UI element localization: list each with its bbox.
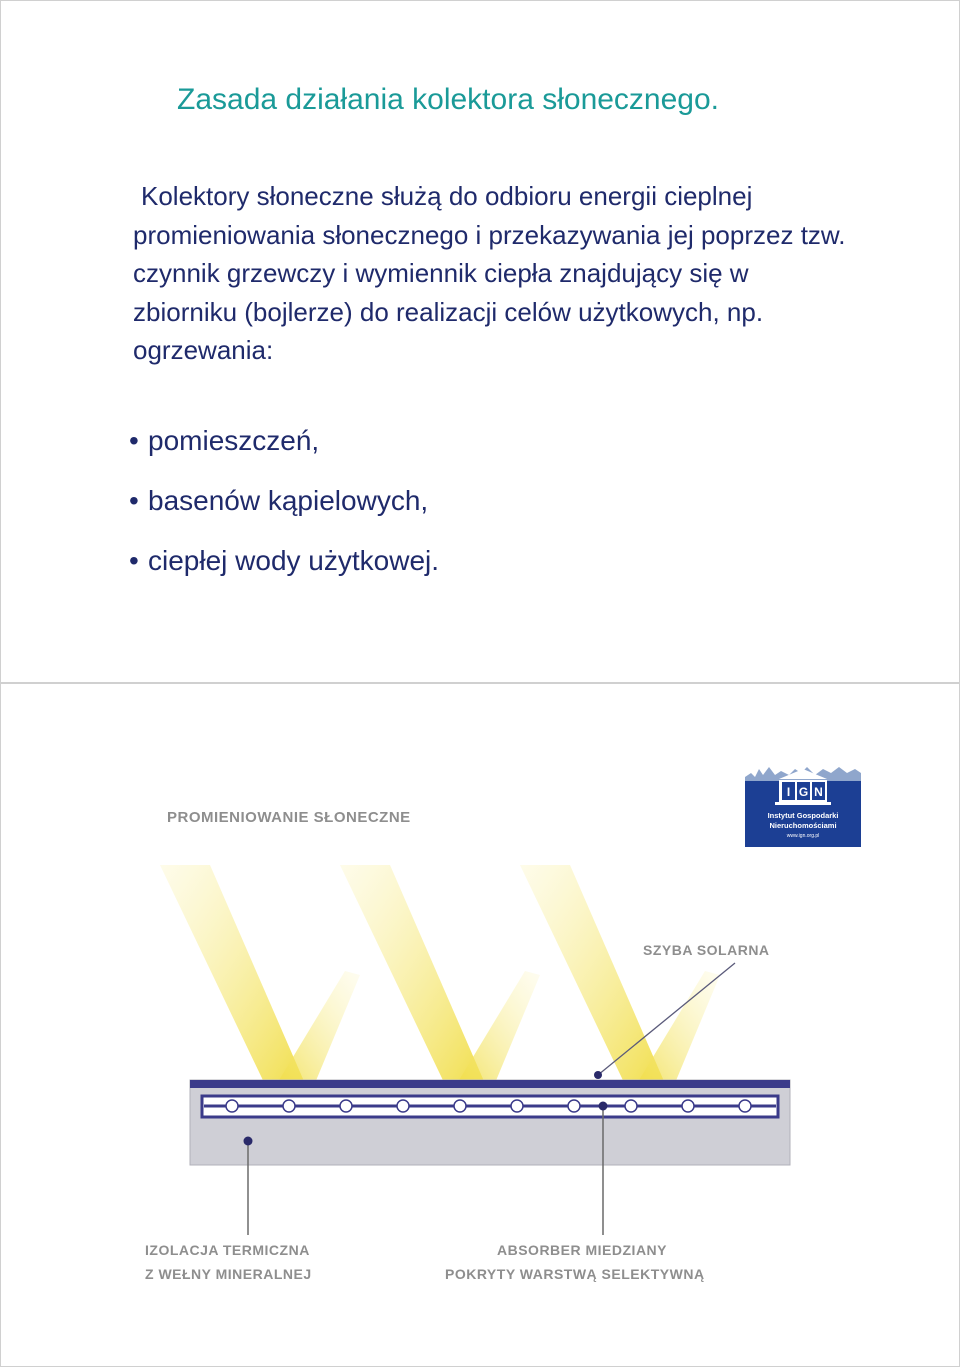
label-insulation-1: IZOLACJA TERMICZNA — [145, 1242, 310, 1258]
logo-letter: N — [814, 785, 823, 799]
logo-line-2: Nieruchomościami — [769, 821, 837, 830]
collector-casing — [190, 1080, 790, 1165]
label-insulation-2: Z WEŁNY MINERALNEJ — [145, 1266, 312, 1282]
bullet-item: • ciepłej wody użytkowej. — [129, 545, 440, 576]
logo-letter: G — [798, 785, 809, 799]
reflected-ray — [450, 971, 540, 1095]
absorber-pointer-dot — [599, 1102, 608, 1111]
intro-text: Kolektory słoneczne służą do odbioru energii cieplnej promieniowania słonecznego i przekazywania jej poprzez tzw. czynnik grzewczy i wymiennik ciepła znajdujący się w zbiorniku (bojlerze) do realizacji celów użytkowych, np. ogrzewania: — [133, 181, 846, 365]
insulation-pointer-dot — [244, 1137, 253, 1146]
sun-rays — [160, 865, 720, 1095]
bullet-item: • pomieszczeń, — [129, 425, 320, 456]
bullet-dot-icon: • — [129, 425, 139, 456]
label-absorber-1: ABSORBER MIEDZIANY — [497, 1242, 668, 1258]
glass-pointer-dot — [594, 1071, 602, 1079]
label-glass: SZYBA SOLARNA — [643, 942, 770, 958]
logo-url: www.ign.org.pl — [786, 833, 820, 839]
incoming-ray — [520, 865, 670, 1095]
reflected-ray — [270, 971, 360, 1095]
label-absorber-2: POKRYTY WARSTWĄ SELEKTYWNĄ — [445, 1266, 705, 1282]
slide-1 — [0, 0, 960, 683]
reflected-ray — [630, 971, 720, 1095]
logo-letter: I — [786, 785, 791, 799]
bullet-item: • basenów kąpielowych, — [129, 485, 429, 516]
intro-paragraph — [133, 177, 853, 370]
glass-pane — [190, 1080, 790, 1088]
incoming-ray — [160, 865, 310, 1095]
label-radiation: PROMIENIOWANIE SŁONECZNE — [167, 809, 411, 826]
slide-title: Zasada działania kolektora słonecznego. — [177, 83, 720, 116]
bullet-dot-icon: • — [129, 545, 139, 576]
solar-collector-diagram — [140, 795, 820, 1295]
incoming-ray — [340, 865, 490, 1095]
logo-line-1: Instytut Gospodarki — [767, 811, 839, 820]
bullet-dot-icon: • — [129, 485, 139, 516]
